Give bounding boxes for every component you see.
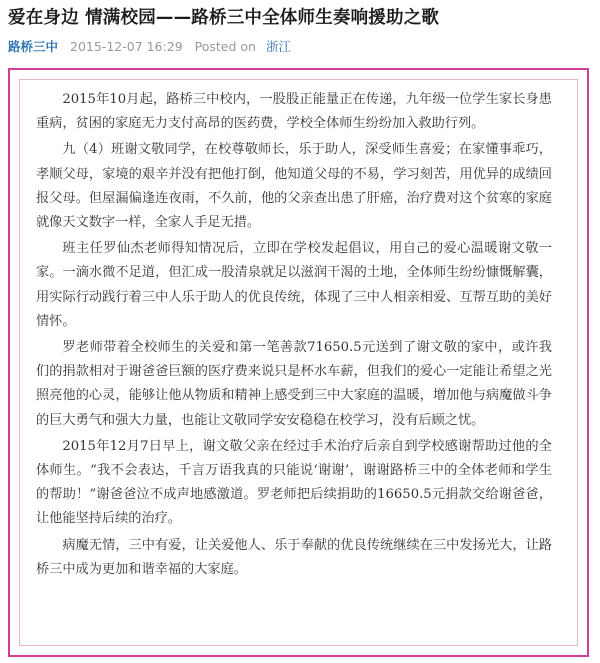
article-frame [8,68,589,657]
author-link[interactable]: 路桥三中 [8,39,59,54]
article-title: 爱在身边 情满校园——路桥三中全体师生奏响援助之歌 [8,8,440,28]
article-paragraph: 病魔无情，三中有爱，让关爱他人、乐于奉献的优良传统继续在三中发扬光大，让路桥三中成为更加和谐幸福的大家庭。 [36,537,552,577]
article-paragraph: 2015年10月起，路桥三中校内，一股股正能量正在传递，九年级一位学生家长身患重病，贫困的家庭无力支付高昂的医药费，学校全体师生纷纷加入救助行列。 [36,92,552,132]
article-paragraph: 2015年12月7日早上，谢文敬父亲在经过手术治疗后亲自到学校感谢帮助过他的全体师生。“我不会表达，千言万语我真的只能说‘谢谢’，谢谢路桥三中的全体老师和学生的帮助！”谢爸爸泣不成声地感激道。罗老师把后续捐助的16650.5元捐款交给谢爸爸，让他能坚持后续的治疗。 [36,438,552,527]
post-datetime: 2015-12-07 16:29 [70,39,183,54]
post-meta [8,37,291,57]
article-paragraph: 班主任罗仙杰老师得知情况后，立即在学校发起倡议，用自己的爱心温暖谢文敬一家。一滴水微不足道，但汇成一股清泉就足以滋润干渴的土地，全体师生纷纷慷慨解囊，用实际行动践行着三中人乐于助人的优良传统，体现了三中人相亲相爱、互帮互助的美好情怀。 [36,241,552,329]
article-paragraph: 罗老师带着全校师生的关爱和第一笔善款71650.5元送到了谢文敬的家中，或许我们的捐款相对于谢爸爸巨额的医疗费来说只是杯水车薪，但我们的爱心一定能让希望之光照亮他的心灵，能够让他从物质和精神上感受到三中大家庭的温暖，增加他与病魔做斗争的巨大勇气和强大力量，也能让文敬同学安安稳稳在校学习，没有后顾之忧。 [36,340,552,428]
article-body [36,88,552,584]
posted-on-label: Posted on [194,39,256,54]
location-link[interactable]: 浙江 [265,39,291,54]
article-paragraph: 九（4）班谢文敬同学，在校尊敬师长，乐于助人，深受师生喜爱；在家懂事乖巧，孝顺父母，家境的艰辛并没有把他打倒，他知道父母的不易，学习刻苦，用优异的成绩回报父母。但屋漏偏逢连夜雨，不久前，他的父亲查出患了肝癌，治疗费对这个贫寒的家庭就像天文数字一样，全家人手足无措。 [36,142,552,231]
